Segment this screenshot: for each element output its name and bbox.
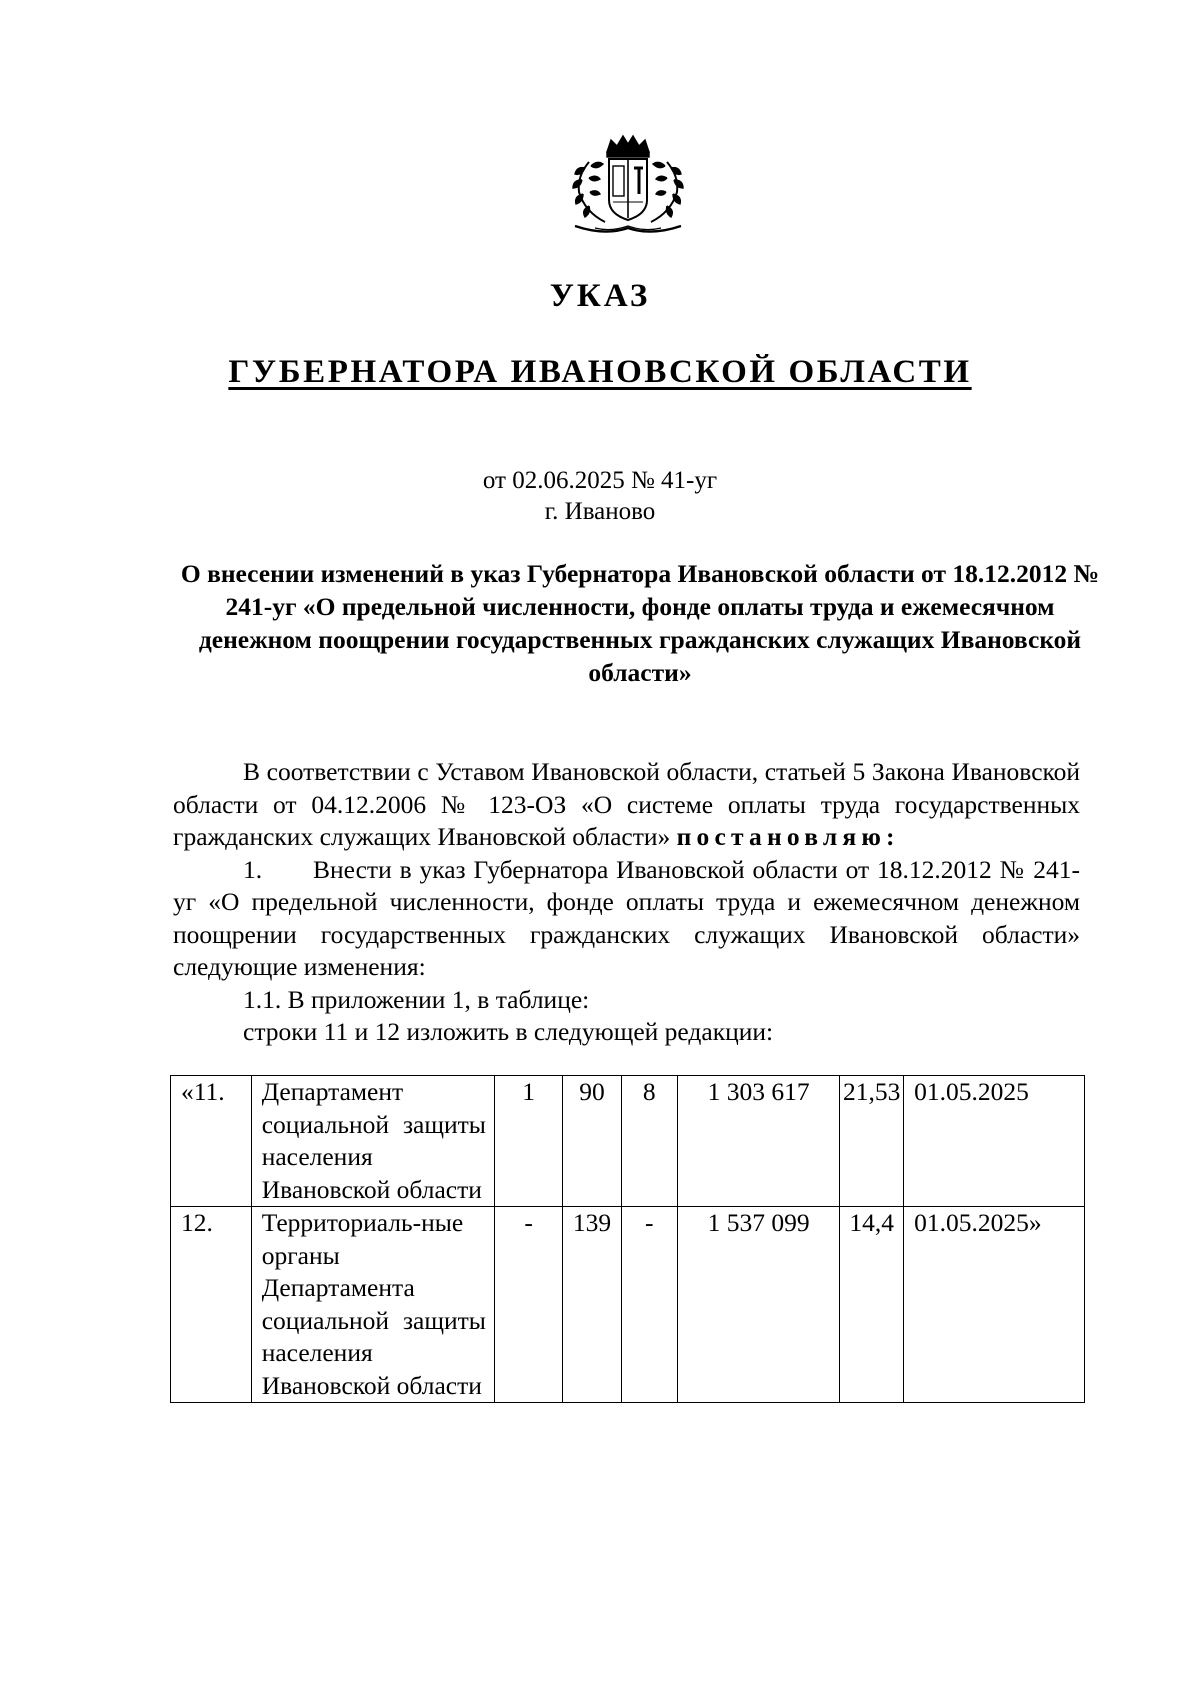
- preamble-text: В соответствии с Уставом Ивановской области, статьей 5 Закона Ивановской области от 04.12.2006 № 123-ОЗ «О системе оплаты труда государственных гражданских служащих Ивановской области»: [173, 757, 1080, 851]
- table-cell-percent: 21,53: [840, 1076, 904, 1207]
- table-cell-col-a: -: [494, 1207, 562, 1403]
- rows-intro-paragraph: строки 11 и 12 изложить в следующей редакции:: [243, 1017, 774, 1046]
- decree-word: постановляю:: [676, 822, 900, 851]
- document-subtitle: [0, 352, 1200, 392]
- document-title: УКАЗ: [549, 278, 651, 314]
- document-date-number: от 02.06.2025 № 41-уг: [482, 467, 718, 494]
- table-cell-col-b: 90: [563, 1076, 621, 1207]
- item-1-number: 1.: [243, 854, 263, 884]
- table-cell-number: 12.: [171, 1207, 252, 1403]
- preamble-paragraph: [173, 756, 1080, 854]
- table-cell-col-b: 139: [563, 1207, 621, 1403]
- table-cell-date: 01.05.2025»: [904, 1207, 1085, 1403]
- document-city: г. Иваново: [544, 498, 656, 525]
- table-cell-number: «11.: [171, 1076, 252, 1207]
- changes-table: [170, 1075, 1085, 1403]
- item-1-1-paragraph: 1.1. В приложении 1, в таблице:: [243, 984, 590, 1014]
- table-cell-fund: 1 303 617: [677, 1076, 839, 1207]
- table-cell-fund: 1 537 099: [677, 1207, 839, 1403]
- table-cell-date: 01.05.2025: [904, 1076, 1085, 1207]
- table-cell-col-a: 1: [494, 1076, 562, 1207]
- table-cell-name: Департамент социальной защиты населения Ивановской области: [251, 1076, 494, 1207]
- table-cell-name: Территориаль-ные органы Департамента социальной защиты населения Ивановской области: [251, 1207, 494, 1403]
- item-1-paragraph: [173, 854, 1080, 984]
- table-cell-col-c: 8: [621, 1076, 677, 1207]
- document-heading: О внесении изменений в указ Губернатора Ивановской области от 18.12.2012 № 241-уг «О предельной численности, фонде оплаты труда и ежемесячном денежном поощрении государственных гражданских служащих Ивановской области»: [180, 559, 1100, 687]
- table-row: [171, 1207, 1085, 1403]
- table-cell-col-c: -: [621, 1207, 677, 1403]
- document-body: [173, 756, 1080, 1049]
- item-1-text: Внести в указ Губернатора Ивановской области от 18.12.2012 № 241-уг «О предельной численности, фонде оплаты труда и ежемесячном денежном поощрении государственных гражданских служащих Ивановской области» следующие изменения:: [173, 854, 1080, 981]
- table-row: [171, 1076, 1085, 1207]
- table-cell-percent: 14,4: [840, 1207, 904, 1403]
- document-subtitle-text: ГУБЕРНАТОРА ИВАНОВСКОЙ ОБЛАСТИ: [228, 354, 972, 390]
- coat-of-arms-emblem: [555, 132, 701, 238]
